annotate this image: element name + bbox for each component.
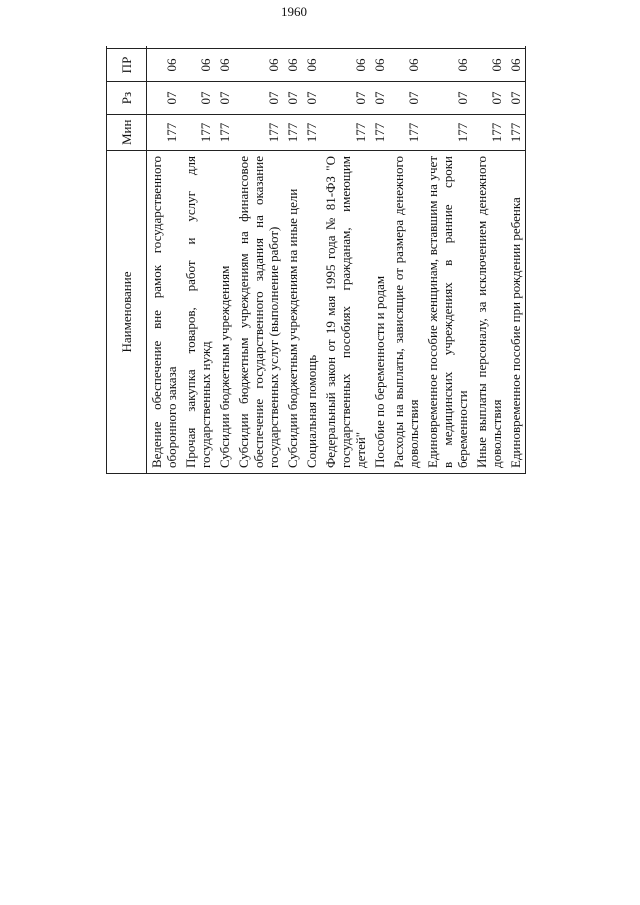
row-name: Иные выплаты персоналу, за исключением денежного довольствия [472,151,506,474]
row-name: Единовременное пособие женщинам, вставшим на учет в медицинских учреждениях в ранние сроки беременности [423,151,472,474]
row-rz: 07 [472,82,506,115]
row-pr: 06 [321,49,370,82]
table-row [472,46,506,474]
row-min: 177 [147,115,182,151]
row-csr [302,46,321,49]
row-rz: 07 [147,82,182,115]
row-csr [389,46,423,49]
table-row [389,46,423,474]
budget-table-wrapper [106,46,534,474]
row-csr [215,46,234,49]
table-row [302,46,321,474]
row-rz: 07 [506,82,526,115]
header-rz: Рз [107,82,147,115]
table-row [147,46,182,474]
row-rz: 07 [321,82,370,115]
table-body [147,46,526,474]
row-rz: 07 [370,82,389,115]
row-rz: 07 [234,82,283,115]
page-number: 1960 [281,4,307,19]
row-name: Пособие по беременности и родам [370,151,389,474]
row-csr [423,46,472,49]
table-row [423,46,472,474]
row-rz: 07 [215,82,234,115]
row-name: Единовременное пособие при рождении ребенка [506,151,526,474]
row-name: Ведение обеспечение вне рамок государственного оборонного заказа [147,151,182,474]
table-row [215,46,234,474]
table-row [181,46,215,474]
row-csr [472,46,506,49]
table-row [370,46,389,474]
row-pr: 06 [147,49,182,82]
row-csr [506,46,526,49]
row-pr: 06 [283,49,302,82]
table-row [234,46,283,474]
header-csr [107,46,147,49]
row-csr [234,46,283,49]
rotated-page-content [106,46,534,886]
row-name: Субсидии бюджетным учреждениям на финансовое обеспечение государственного задания на оказание государственных услуг (выполнение работ) [234,151,283,474]
row-min: 177 [181,115,215,151]
row-min: 177 [283,115,302,151]
row-rz: 07 [181,82,215,115]
row-csr [370,46,389,49]
header-pr: ПР [107,49,147,82]
row-min: 177 [370,115,389,151]
table-header [107,46,147,474]
row-rz: 07 [283,82,302,115]
row-name: Социальная помощь [302,151,321,474]
header-name: Наименование [107,151,147,474]
row-pr: 06 [423,49,472,82]
budget-table [106,46,526,474]
row-name: Субсидии бюджетным учреждениям [215,151,234,474]
row-name: Субсидии бюджетным учреждениям на иные цели [283,151,302,474]
row-csr [181,46,215,49]
row-min: 177 [234,115,283,151]
row-min: 177 [472,115,506,151]
row-csr [321,46,370,49]
row-rz: 07 [423,82,472,115]
row-csr [147,46,182,49]
row-rz: 07 [302,82,321,115]
row-pr: 06 [181,49,215,82]
row-pr: 06 [370,49,389,82]
row-pr: 06 [506,49,526,82]
row-min: 177 [389,115,423,151]
row-pr: 06 [472,49,506,82]
row-name: Прочая закупка товаров, работ и услуг для государственных нужд [181,151,215,474]
row-min: 177 [302,115,321,151]
table-row [506,46,526,474]
row-min: 177 [215,115,234,151]
row-rz: 07 [389,82,423,115]
row-pr: 06 [302,49,321,82]
row-min: 177 [506,115,526,151]
row-csr [283,46,302,49]
row-pr: 06 [215,49,234,82]
header-min: Мин [107,115,147,151]
row-name: Федеральный закон от 19 мая 1995 года № 81-ФЗ "О государственных пособиях гражданам, имеющим детей" [321,151,370,474]
row-min: 177 [321,115,370,151]
row-name: Расходы на выплаты, зависящие от размера денежного довольствия [389,151,423,474]
table-row [283,46,302,474]
row-min: 177 [423,115,472,151]
row-pr: 06 [389,49,423,82]
row-pr: 06 [234,49,283,82]
table-row [321,46,370,474]
